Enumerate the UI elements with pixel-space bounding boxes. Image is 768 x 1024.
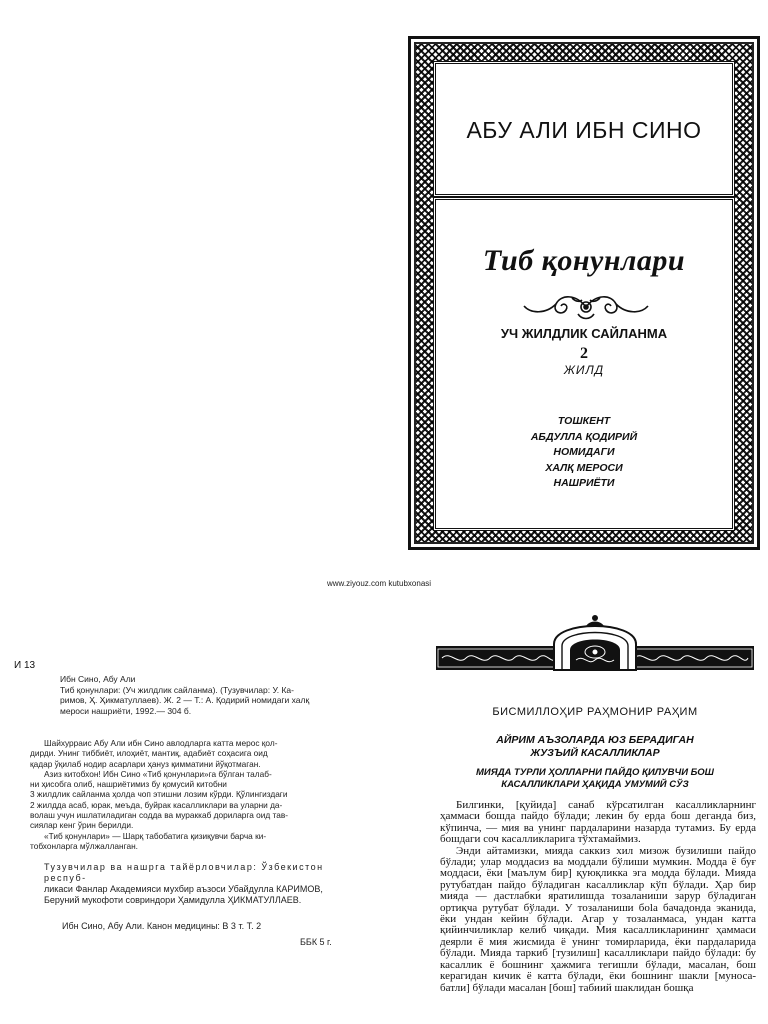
cover-title-panel [433, 197, 735, 531]
annotation-line: дирди. Унинг тиббиёт, илоҳиёт, мантиқ, адабиёт соҳасига оид [30, 748, 268, 759]
chapter-title-line: АЙРИМ АЪЗОЛАРДА ЮЗ БЕРАДИГАН [496, 734, 694, 746]
book-cover [408, 36, 760, 550]
annotation-line: волаш учун ишлатиладиган содда ва мураккаб дориларга оид тав- [30, 810, 289, 821]
catalog-line: Ибн Сино, Абу Али [60, 674, 136, 684]
annotation-line: «Тиб қонунлари» — Шарқ табобатига қизиқувчи барча ки- [44, 830, 267, 841]
catalog-classification: ББК 5 г. [300, 937, 332, 947]
section-title-line: МИЯДА ТУРЛИ ҲОЛЛАРНИ ПАЙДО ҚИЛУВЧИ БОШ [476, 767, 714, 778]
section-title [430, 767, 760, 790]
compilers-line: ликаси Фанлар Академияси мухбир аъзоси Убайдулла КАРИМОВ, [44, 884, 323, 894]
cover-author: АБУ АЛИ ИБН СИНО [466, 117, 702, 143]
cover-title: Тиб қонунлари [482, 244, 686, 277]
chapter-title-line: ЖУЗЪИЙ КАСАЛЛИКЛАР [530, 746, 660, 759]
catalog-line: Тиб қонунлари: (Уч жилдлик сайланма). (Тузувчилар: У. Ка- [60, 684, 294, 695]
catalog-line: римов, Ҳ. Ҳикматуллаев). Ж. 2 — Т.: А. Қодирий номидаги халқ [60, 695, 310, 705]
annotation-line: сиялар кенг ўрин берилди. [30, 820, 134, 831]
publisher-line: ТОШКЕНТ [557, 415, 611, 427]
annotation-line: Азиз китобхон! Ибн Сино «Тиб қонунлари»га бўлган талаб- [44, 768, 272, 779]
body-paragraph: Билгинки, [қуйида] санаб кўрсатилган касалликларнинг ҳаммаси бошда пайдо бўлади; лекин бу ерда бош деганда биз, кўпинча, — мия ва унинг пардаларини назарда тутамиз. Бу ерда бошдаги соч касалликларига тўхтамаймиз. [440, 799, 756, 846]
annotation-line: қадар ўқилаб нодир асарлари ҳануз қимматини йўқотмаган. [30, 758, 261, 769]
cover-ornament-icon [516, 292, 656, 322]
section-title-line: КАСАЛЛИКЛАРИ ҲАҚИДА УМУМИЙ СЎЗ [501, 778, 689, 790]
cover-subtitle: УЧ ЖИЛДЛИК САЙЛАНМА [500, 326, 668, 341]
annotation-line: тобхонларга мўлжалланган. [30, 840, 138, 851]
annotation-line: ни ҳисобга олиб, нашриётимиз бу қомусий китобни [30, 779, 227, 790]
basmala-heading: БИСМИЛЛОҲИР РАҲМОНИР РАҲИМ [492, 706, 698, 718]
body-paragraph: Энди айтамизки, мияда саккиз хил мизож бузилиши пайдо бўлади; улар моддасиз ва моддали бўлиши мумкин. Модда ё буғ моддаси, ёки [маълум бир] қуюқликка эга модда бўлади. Мияда рутубатдан пайдо бўладиган касалликлар кўп бўлади. Ҳар бир мияда — дастлабки яратилишда тозаланиши зарур бўладиган ортиқча рутубат бўлади. У тозаланиши боla бачадонда эканида, ёки ундан кейин бўлади. Агар у тозаланмаса, ундан катта қийинчиликлар келиб чиқади. Мия касалликларининг ҳаммаси деярли ё мия жисмида ё унинг томирларида, ёки пардаларида бўлади. Мияда таркиб [тузилиш] касалликлари пайдо бўлади: бу касаллик ё бошнинг ҳажмига тегишли бўлади, масалан, бош керагидан кичик ё катта бўлади, ёки бошнинг шакли [муносaбатли] бўлади масалан [бош] табиий шаклидан бошқа [440, 844, 756, 994]
cover-author-panel [433, 61, 735, 197]
chapter-title [430, 734, 760, 759]
annotation-line: 3 жилдлик сайланма ҳолда чоп этишни лозим кўрди. Қўлингиздаги [30, 789, 288, 800]
compilers-line: Беруний мукофоти совриндори Ҳамидулла ҲИКМАТУЛЛАЕВ. [44, 895, 302, 905]
cover-publisher [436, 414, 732, 492]
catalog-line: мероси нашриёти, 1992.— 304 б. [60, 705, 192, 716]
catalog-footer: Ибн Сино, Абу Али. Канон медицины: В 3 т. Т. 2 [62, 921, 262, 931]
compilers-line: Тузувчилар ва нашрга тайёрловчилар: Ўзбекистон респуб- [44, 862, 324, 883]
body-text [440, 800, 756, 994]
website-caption: www.ziyouz.com kutubxonasi [327, 579, 432, 588]
publisher-line: НОМИДАГИ [553, 446, 615, 458]
headpiece-ornament-icon [436, 610, 754, 672]
cover-volume-word: ЖИЛД [563, 363, 605, 377]
catalog-compilers [44, 862, 364, 906]
publisher-line: АБДУЛЛА ҚОДИРИЙ [530, 430, 638, 443]
catalog-index: И 13 [14, 660, 36, 671]
publisher-line: НАШРИЁТИ [553, 477, 615, 489]
text-page [430, 610, 760, 1024]
publisher-line: ХАЛҚ МЕРОСИ [545, 461, 623, 474]
catalog-record [60, 674, 360, 716]
catalog-annotation [30, 738, 360, 851]
cover-volume-number: 2 [580, 345, 588, 362]
annotation-line: Шайхуррaис Абу Али ибн Сино авлодларга катта мерос қол- [44, 738, 278, 748]
annotation-line: 2 жилдда асаб, юрак, меъда, буйрак касалликлари ва уларни да- [30, 799, 283, 810]
